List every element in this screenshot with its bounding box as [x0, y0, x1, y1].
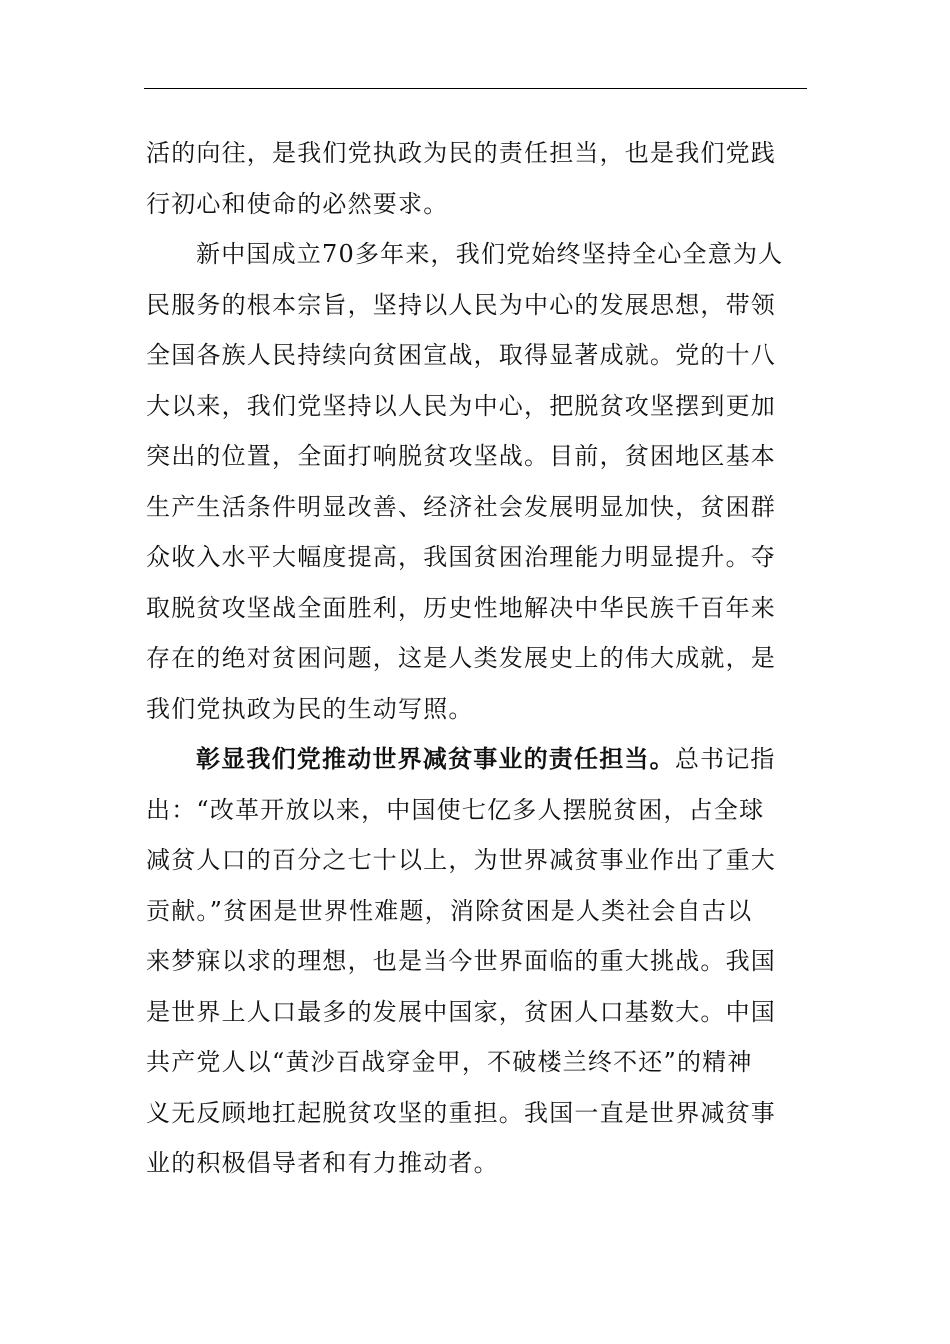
paragraph-1 [146, 128, 806, 229]
text-line: 贡献。”贫困是世界性难题，消除贫困是人类社会自古以 [146, 896, 753, 925]
paragraph-2 [146, 229, 806, 734]
text-line: 众收入水平大幅度提高，我国贫困治理能力明显提升。夺 [146, 543, 776, 571]
text-line: 共产党人以“黄沙百战穿金甲，不破楼兰终不还”的精神 [146, 1048, 753, 1076]
text-line: 生产生活条件明显改善、经济社会发展明显加快，贫困群 [146, 492, 776, 521]
text-line: 我们党执政为民的生动写照。 [146, 694, 474, 723]
document-body [146, 128, 806, 1189]
text-line: 义无反顾地扛起脱贫攻坚的重担。我国一直是世界减贫事 [146, 1098, 776, 1127]
heading-continuation: 总书记指 [674, 745, 776, 773]
text-line: 业的积极倡导者和有力推动者。 [146, 1149, 499, 1177]
text-line: 大以来，我们党坚持以人民为中心，把脱贫攻坚摆到更加 [146, 391, 776, 420]
text-line: 全国各族人民持续向贫困宣战，取得显著成就。党的十八 [146, 341, 776, 369]
text-line: 是世界上人口最多的发展中国家，贫困人口基数大。中国 [146, 997, 776, 1026]
text-line: 取脱贫攻坚战全面胜利，历史性地解决中华民族千百年来 [146, 593, 776, 622]
paragraph-3 [146, 734, 806, 1189]
text-line: 民服务的根本宗旨，坚持以人民为中心的发展思想，带领 [146, 290, 776, 319]
text-line: 存在的绝对贫困问题，这是人类发展史上的伟大成就，是 [146, 644, 776, 672]
header-rule [144, 88, 807, 89]
text-line: 突出的位置，全面打响脱贫攻坚战。目前，贫困地区基本 [146, 442, 776, 470]
text-line: 新中国成立70多年来，我们党始终坚持全心全意为人 [196, 240, 784, 268]
text-line: 来梦寐以求的理想，也是当今世界面临的重大挑战。我国 [146, 947, 776, 975]
text-line: 减贫人口的百分之七十以上，为世界减贫事业作出了重大 [146, 846, 776, 874]
text-line: 活的向往，是我们党执政为民的责任担当，也是我们党践 [146, 139, 776, 167]
section-heading: 彰显我们党推动世界减贫事业的责任担当。 [196, 744, 675, 773]
text-line: 出：“改革开放以来，中国使七亿多人摆脱贫困，占全球 [146, 795, 765, 824]
text-line [146, 734, 806, 785]
text-line: 行初心和使命的必然要求。 [146, 189, 449, 218]
